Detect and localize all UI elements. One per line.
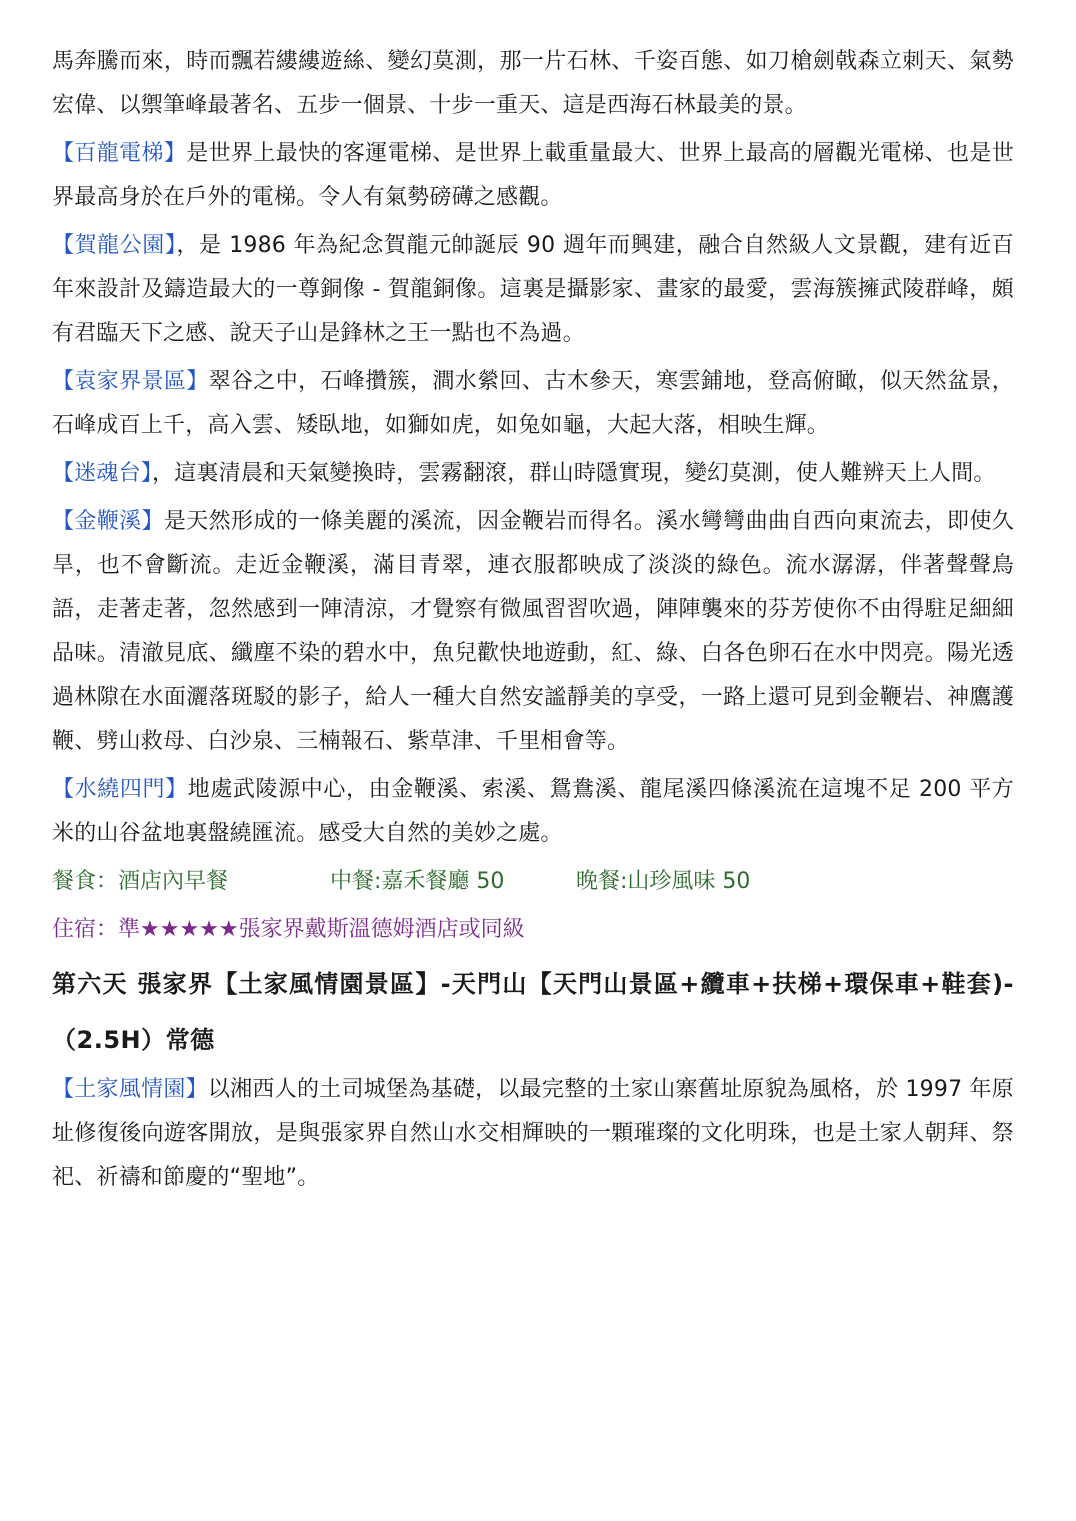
paragraph-text: 地處武陵源中心，由金鞭溪、索溪、鴛鴦溪、龍尾溪四條溪流在這塊不足 200 平方米的山谷盆地裏盤繞匯流。感受大自然的美妙之處。 xyxy=(52,777,1015,846)
attraction-name: 【袁家界景區】 xyxy=(52,369,209,394)
paragraph-text: 翠谷之中，石峰攢簇，澗水縈回、古木參天，寒雲鋪地，登高俯瞰，似天然盆景，石峰成百上千，高入雲、矮臥地，如獅如虎，如兔如龜，大起大落，相映生輝。 xyxy=(52,369,1015,438)
paragraph-bailong-elevator xyxy=(52,132,1014,220)
meals-line xyxy=(52,860,1014,904)
paragraph-shuiraosimen xyxy=(52,768,1014,856)
paragraph-jinbian-stream xyxy=(52,500,1014,764)
attraction-name: 【水繞四門】 xyxy=(52,777,188,802)
paragraph-text: ，這裏清晨和天氣變換時，雲霧翻滾，群山時隱實現，變幻莫測，使人難辨天上人間。 xyxy=(152,461,996,486)
attraction-name: 【賀龍公園】 xyxy=(52,233,177,258)
paragraph-mihun-terrace xyxy=(52,452,1014,496)
paragraph-text: 是天然形成的一條美麗的溪流，因金鞭岩而得名。溪水彎彎曲曲自西向東流去，即使久旱，也不會斷流。走近金鞭溪，滿目青翠，連衣服都映成了淡淡的綠色。流水潺潺，伴著聲聲鳥語，走著走著，忽然感到一陣清涼，才覺察有微風習習吹過，陣陣襲來的芬芳使你不由得駐足細細品味。清澈見底、纖塵不染的碧水中，魚兒歡快地遊動，紅、綠、白各色卵石在水中閃亮。陽光透過林隙在水面灑落斑駁的影子，給人一種大自然安謐靜美的享受，一路上還可見到金鞭岩、神鷹護鞭、劈山救母、白沙泉、三楠報石、紫草津、千里相會等。 xyxy=(52,509,1014,754)
paragraph-text: 馬奔騰而來，時而飄若縷縷遊絲、變幻莫測，那一片石林、千姿百態、如刀槍劍戟森立刺天、氣勢宏偉、以禦筆峰最著名、五步一個景、十步一重天、這是西海石林最美的景。 xyxy=(52,49,1014,118)
attraction-name: 【迷魂台】 xyxy=(52,461,153,486)
attraction-name: 【百龍電梯】 xyxy=(52,141,187,166)
lodging-line: 住宿：準★★★★★張家界戴斯溫德姆酒店或同級 xyxy=(52,917,525,942)
meal-dinner: 晚餐:山珍風味 50 xyxy=(576,869,751,894)
attraction-name: 【土家風情園】 xyxy=(52,1077,208,1102)
paragraph-xihai-stone-forest xyxy=(52,40,1014,128)
meal-breakfast: 餐食：酒店內早餐 xyxy=(52,869,229,894)
attraction-name: 【金鞭溪】 xyxy=(52,509,164,534)
paragraph-text: 是世界上最快的客運電梯、是世界上載重量最大、世界上最高的層觀光電梯、也是世界最高身於在戶外的電梯。令人有氣勢磅礡之感觀。 xyxy=(52,141,1015,210)
paragraph-text: 以湘西人的土司城堡為基礎，以最完整的土家山寨舊址原貌為風格，於 1997 年原址修復後向遊客開放，是與張家界自然山水交相輝映的一顆璀璨的文化明珠，也是土家人朝拜、祭祀、祈禱和節慶的“聖地”。 xyxy=(52,1077,1014,1190)
paragraph-yuanjiajie xyxy=(52,360,1014,448)
paragraph-tujia-folk-park xyxy=(52,1068,1014,1200)
paragraph-helong-park xyxy=(52,224,1014,356)
day-six-title: 第六天 張家界【土家風情園景區】-天門山【天門山景區+纜車+扶梯+環保車+鞋套)- （2.5H）常德 xyxy=(52,970,1014,1054)
paragraph-text: ，是 1986 年為紀念賀龍元帥誕辰 90 週年而興建，融合自然級人文景觀，建有近百年來設計及鑄造最大的一尊銅像 - 賀龍銅像。這裏是攝影家、畫家的最愛，雲海簇擁武陵群峰，頗有君臨天下之感、說天子山是鋒林之王一點也不為過。 xyxy=(52,233,1015,346)
meal-lunch: 中餐:嘉禾餐廳 50 xyxy=(330,869,505,894)
